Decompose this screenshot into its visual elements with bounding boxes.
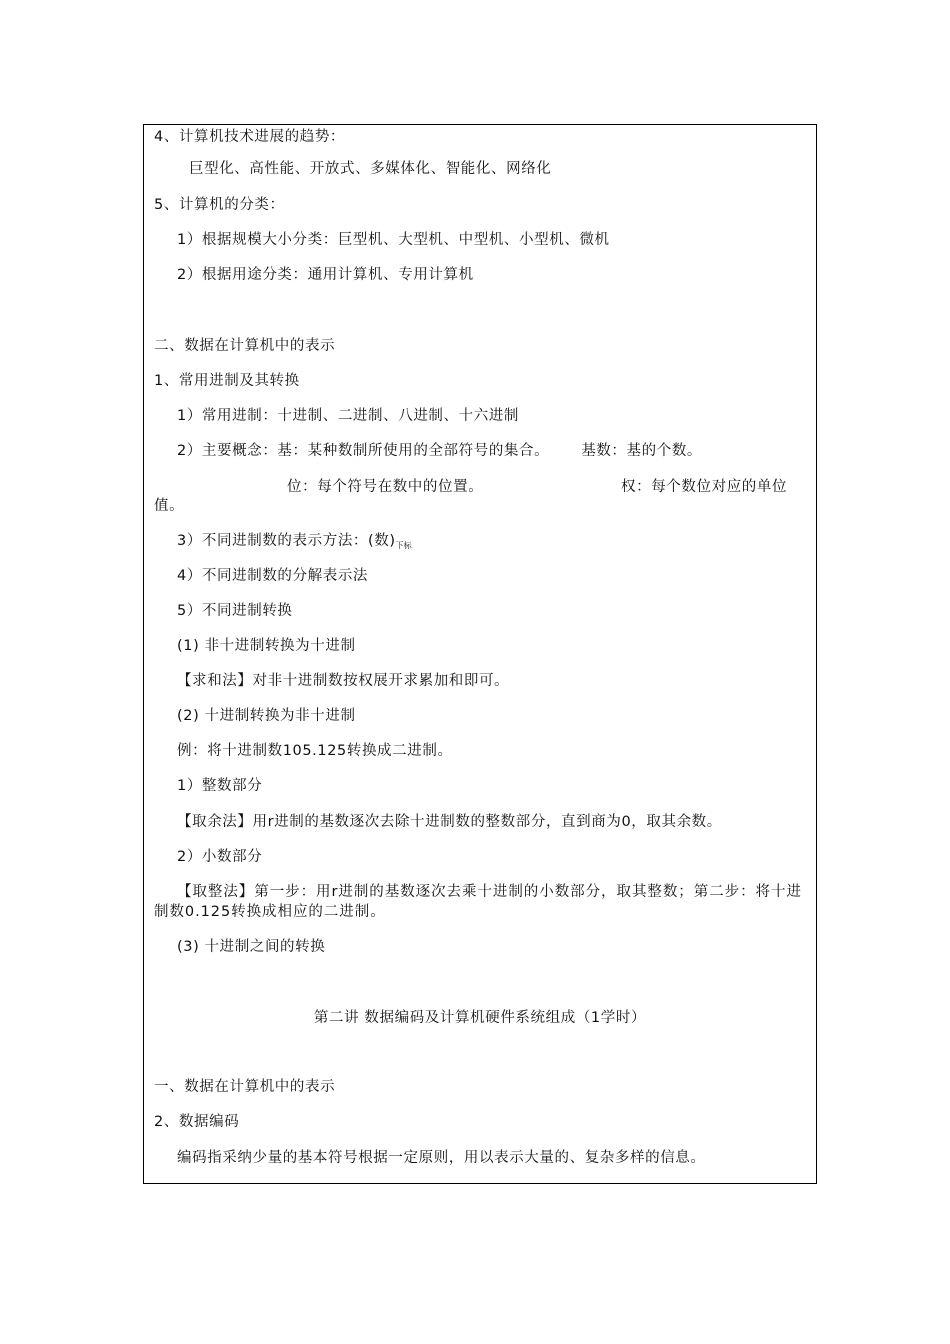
section-heading-data-encoding: 2、数据编码	[154, 1114, 240, 1130]
integer-part-heading: 1）整数部分	[177, 778, 263, 794]
rounding-method: 【取整法】第一步：用r进制的基数逐次去乘十进制的小数部分，取其整数；第二步：将十进制数0.125转换成相应的二进制。	[154, 884, 802, 920]
decomposition-method: 4）不同进制数的分解表示法	[177, 568, 369, 584]
decimal-conversion: (3) 十进制之间的转换	[177, 939, 326, 955]
lecture-title: 第二讲 数据编码及计算机硬件系统组成（1学时）	[313, 1010, 647, 1026]
notation-method	[177, 531, 412, 556]
section-heading-classification: 5、计算机的分类：	[154, 197, 285, 213]
fraction-part-heading: 2）小数部分	[177, 849, 263, 865]
notation-subscript: 下标	[395, 541, 412, 550]
conversion-example: 例：将十进制数105.125转换成二进制。	[177, 743, 453, 759]
notation-text: 3）不同进制数的表示方法：(数)	[177, 533, 396, 549]
classification-by-scale: 1）根据规模大小分类：巨型机、大型机、中型机、小型机、微机	[177, 232, 610, 248]
document-frame	[143, 124, 817, 1184]
section-heading-trend: 4、计算机技术进展的趋势：	[154, 129, 346, 145]
chapter-heading-data-representation-2: 一、数据在计算机中的表示	[154, 1079, 336, 1095]
concept-weight: 权：每个数位对应的单位	[621, 479, 788, 495]
decimal-to-non-decimal: (2) 十进制转换为非十进制	[177, 708, 356, 724]
summation-method: 【求和法】对非十进制数按权展开求累加和即可。	[177, 673, 510, 689]
trend-text: 巨型化、高性能、开放式、多媒体化、智能化、网络化	[189, 161, 552, 177]
concept-base: 2）主要概念：基：某种数制所使用的全部符号的集合。	[177, 443, 550, 459]
section-heading-number-systems: 1、常用进制及其转换	[154, 373, 300, 389]
remainder-method: 【取余法】用r进制的基数逐次去除十进制数的整数部分，直到商为0，取其余数。	[177, 814, 722, 830]
concept-position: 位：每个符号在数中的位置。	[287, 479, 484, 495]
main-concepts	[177, 441, 702, 461]
common-number-systems: 1）常用进制：十进制、二进制、八进制、十六进制	[177, 408, 520, 424]
non-decimal-to-decimal: (1) 非十进制转换为十进制	[177, 638, 356, 654]
chapter-heading-data-representation: 二、数据在计算机中的表示	[154, 338, 336, 354]
conversion-heading: 5）不同进制转换	[177, 603, 293, 619]
classification-by-use: 2）根据用途分类：通用计算机、专用计算机	[177, 267, 474, 283]
concept-weight-continuation: 值。	[154, 498, 185, 514]
concept-radix: 基数：基的个数。	[581, 443, 703, 459]
encoding-definition: 编码指采纳少量的基本符号根据一定原则，用以表示大量的、复杂多样的信息。	[177, 1150, 706, 1166]
